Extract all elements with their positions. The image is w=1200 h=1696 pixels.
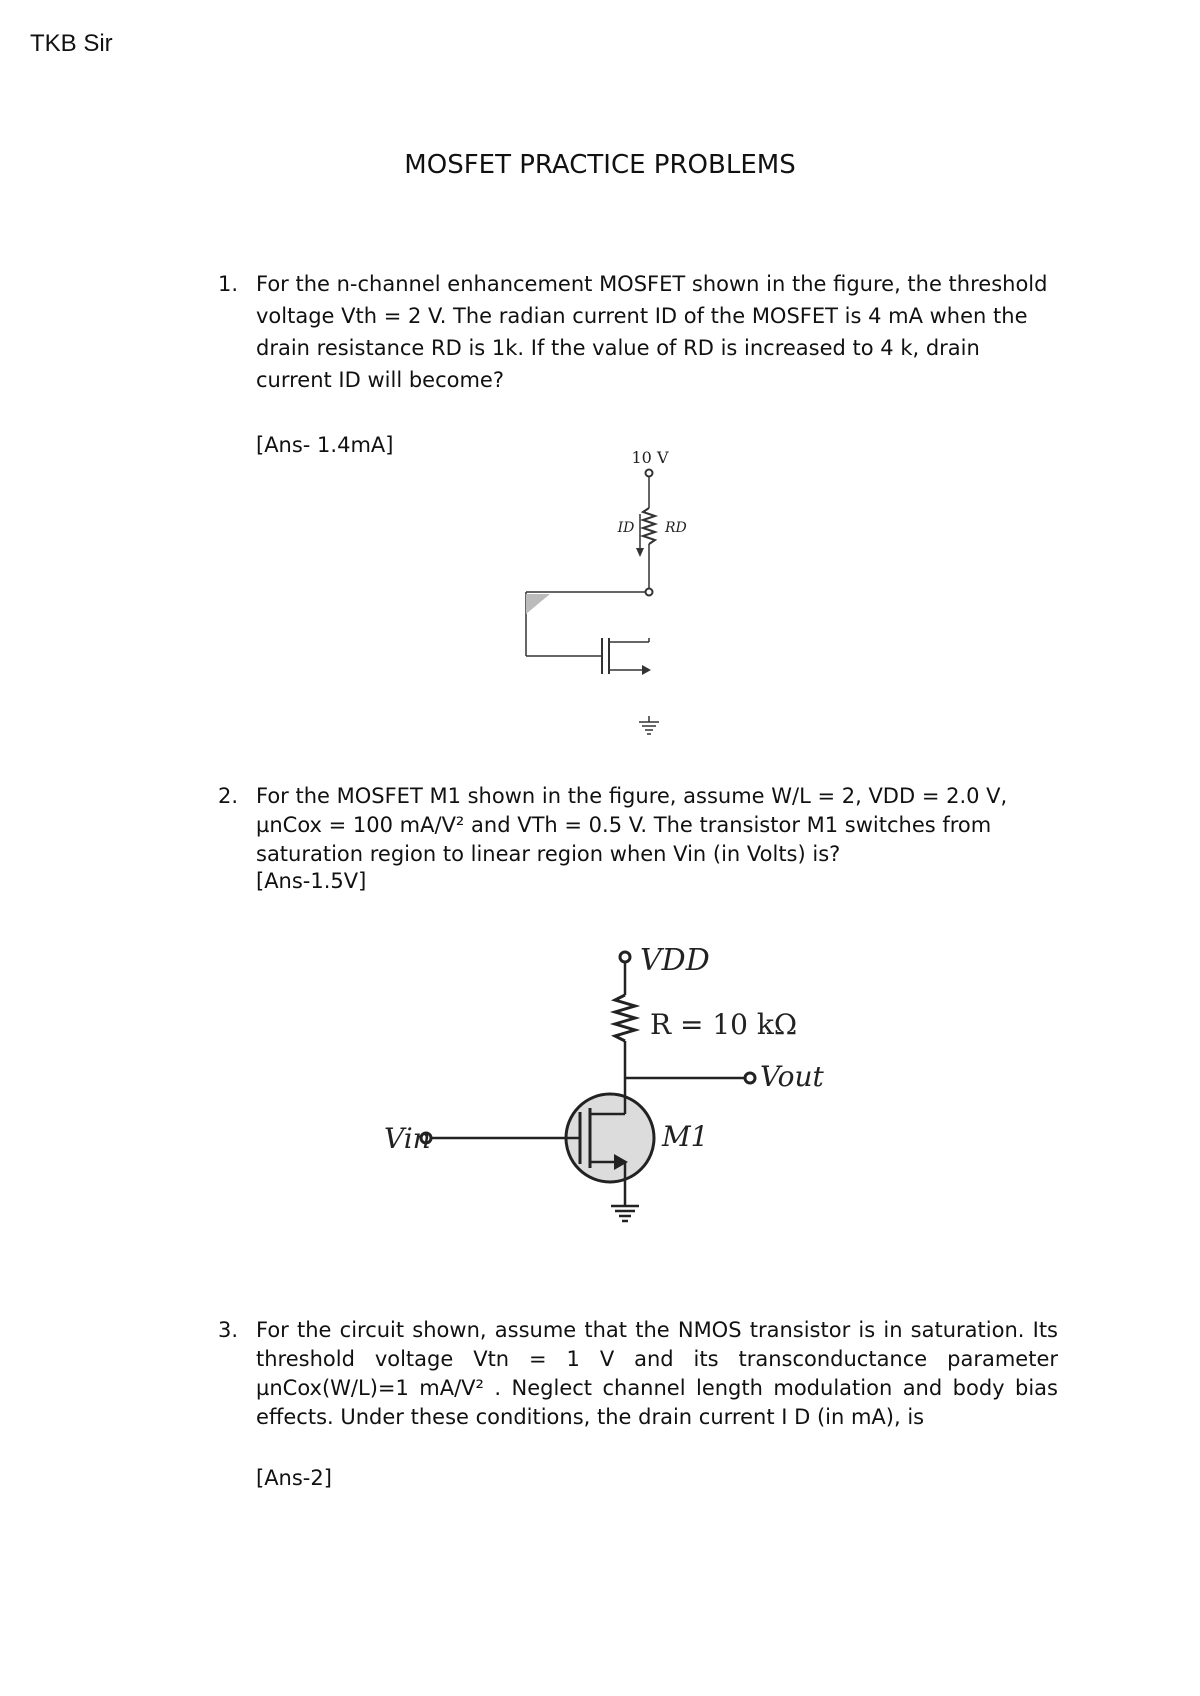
figure-1-current-label: ID xyxy=(617,520,635,536)
problem-3 xyxy=(218,1316,1058,1432)
problem-2 xyxy=(218,782,1058,869)
problem-1-number: 1. xyxy=(218,272,239,296)
transistor-label: M1 xyxy=(662,1120,709,1153)
current-arrow xyxy=(636,548,644,557)
problem-2-text: For the MOSFET M1 shown in the figure, assume W/L = 2, VDD = 2.0 V, µnCox = 100 mA/V² and VTh = 0.5 V. The transistor M1 switches from saturation region to linear region when Vin (in Volts) is? xyxy=(256,784,1008,866)
figure-1-supply-label: 10 V xyxy=(631,448,669,467)
problem-1-answer: [Ans- 1.4mA] xyxy=(256,433,394,457)
drain-resistor-symbol xyxy=(643,508,655,544)
vout-terminal xyxy=(745,1073,755,1083)
resistor-value-label: R = 10 kΩ xyxy=(650,1008,798,1041)
figure-2-circuit xyxy=(384,930,840,1250)
gate-corner-mark xyxy=(526,594,550,614)
ground-icon xyxy=(639,716,659,734)
load-resistor-symbol xyxy=(615,995,635,1041)
ground-icon xyxy=(611,1182,639,1221)
problem-1 xyxy=(218,268,1058,396)
vin-label: Vin xyxy=(384,1122,431,1155)
problem-2-number: 2. xyxy=(218,784,239,808)
vdd-label: VDD xyxy=(640,943,710,978)
problem-3-answer: [Ans-2] xyxy=(256,1466,332,1490)
vdd-terminal xyxy=(620,952,630,962)
problem-3-text: For the circuit shown, assume that the NMOS transistor is in saturation. Its threshold voltage Vtn = 1 V and its transconductance parameter µnCox(W/L)=1 mA/V² . Neglect channel length modulation and body bias effects. Under these conditions, the drain current I D (in mA), is xyxy=(256,1318,1058,1429)
figure-1-circuit xyxy=(510,448,730,748)
problem-2-answer: [Ans-1.5V] xyxy=(256,869,367,893)
vout-label: Vout xyxy=(760,1060,824,1093)
mosfet-1-symbol xyxy=(602,638,651,675)
supply-terminal xyxy=(646,470,653,477)
figure-1-resistor-label: RD xyxy=(665,520,687,536)
author-name: TKB Sir xyxy=(30,30,113,57)
problem-1-text: For the n-channel enhancement MOSFET shown in the figure, the threshold voltage Vth = 2 V. The radian current ID of the MOSFET is 4 mA when the drain resistance RD is 1k. If the value of RD is increased to 4 k, drain current ID will become? xyxy=(256,272,1048,392)
drain-node xyxy=(646,589,653,596)
problem-3-number: 3. xyxy=(218,1318,239,1342)
page-title: MOSFET PRACTICE PROBLEMS xyxy=(404,150,796,180)
